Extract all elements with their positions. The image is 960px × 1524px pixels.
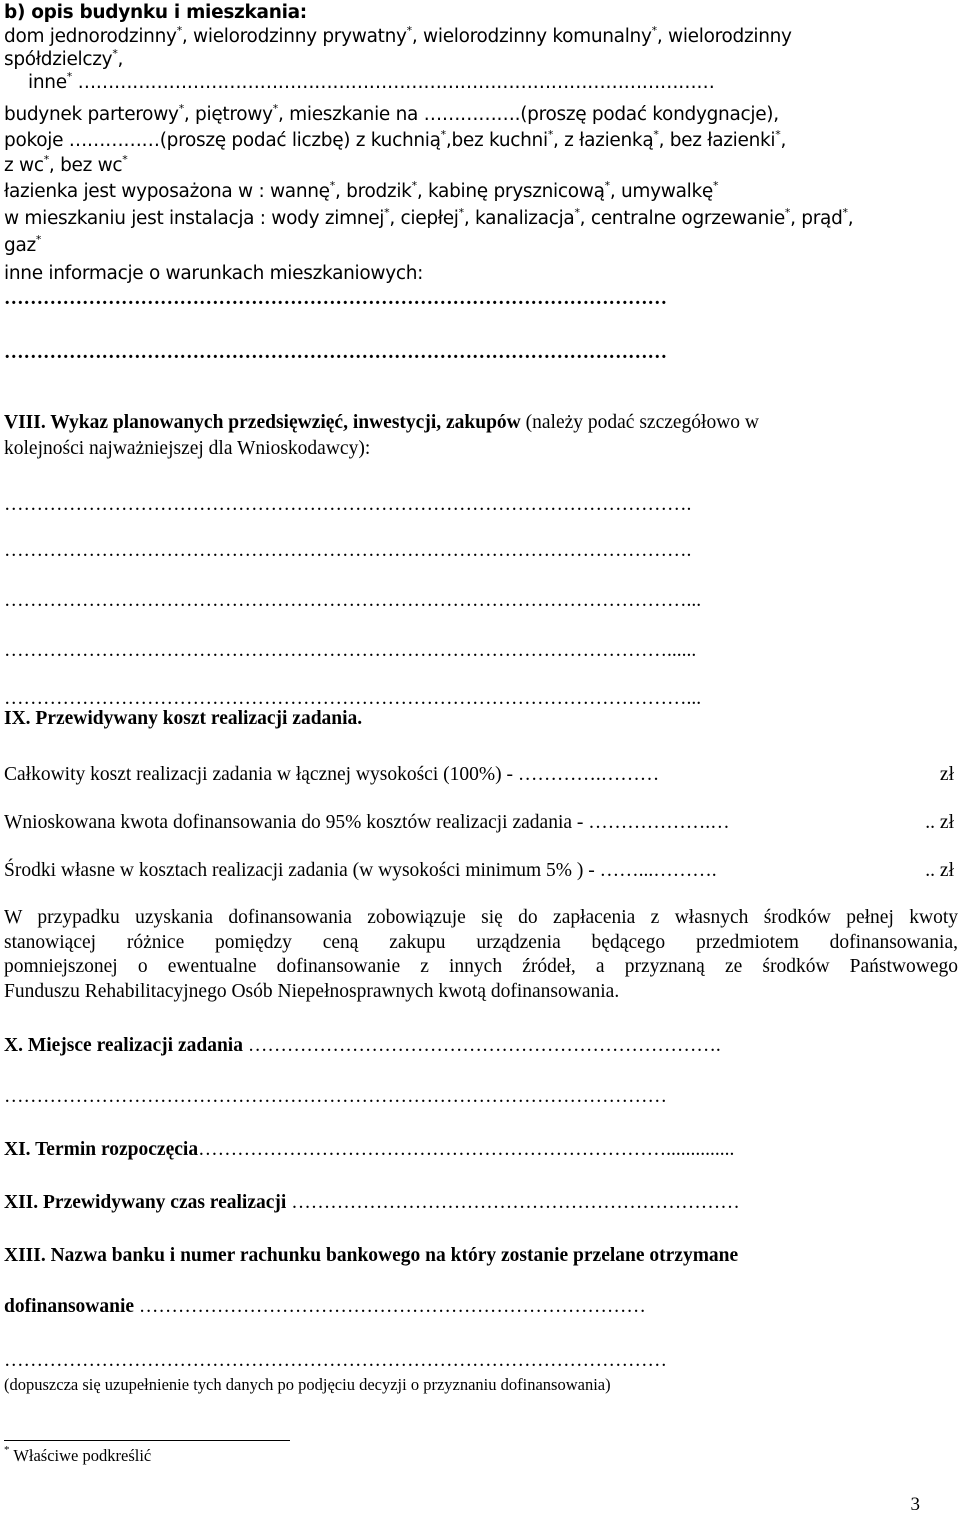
section-b-heading: b) opis budynku i mieszkania: (4, 2, 307, 23)
other-info-dots-1[interactable]: ………………………………………………………………………………………… (4, 288, 667, 309)
total-cost-label: Całkowity koszt realizacji zadania w łącznej wysokości (100%) - ………….……… (4, 764, 660, 785)
section-viii-dots-5[interactable]: ……………………………………………………………………………………………... (4, 688, 702, 709)
section-viii-heading: VIII. Wykaz planowanych przedsięwzięć, inwestycji, zakupów (należy podać szczegółowo w (4, 412, 759, 433)
requested-amount-field[interactable]: .. zł (925, 812, 954, 833)
own-funds-label: Środki własne w kosztach realizacji zadania (w wysokości minimum 5% ) - ……...………. (4, 860, 717, 881)
section-xi-line: XI. Termin rozpoczęcia……………………………………………………………….............. (4, 1139, 735, 1160)
page-number: 3 (910, 1494, 920, 1515)
place-field[interactable]: ………………………………………………………………. (247, 1035, 721, 1056)
section-x-line: X. Miejsce realizacji zadania ………………………………………………………………. (4, 1035, 721, 1056)
wc-line: z wc*, bez wc* (4, 153, 128, 176)
duration-field[interactable]: …………………………………………………………… (291, 1192, 740, 1213)
rooms-line: pokoje ……………(proszę podać liczbę) z kuchnią*,bez kuchni*, z łazienką*, bez łazienki*, (4, 128, 787, 151)
bank-field-2[interactable]: ………………………………………………………………………………………… (4, 1350, 667, 1371)
start-date-field[interactable]: ……………………………………………………………….............. (198, 1139, 735, 1160)
bathroom-line: łazienka jest wyposażona w : wannę*, brodzik*, kabinę prysznicową*, umywalkę* (4, 179, 719, 202)
house-type-line: dom jednorodzinny*, wielorodzinny prywatny*, wielorodzinny komunalny*, wielorodzinny (4, 24, 792, 47)
obligation-line-3: pomniejszonej o ewentualne dofinansowanie z innych źródeł, a przyznaną ze środków Państwowego (4, 956, 958, 977)
footnote-rule (4, 1440, 290, 1441)
bank-note: (dopuszcza się uzupełnienie tych danych po podjęciu decyzji o przyznaniu dofinansowania) (4, 1375, 611, 1394)
section-viii-dots-1[interactable]: ……………………………………………………………………………………………. (4, 494, 692, 515)
other-type-line: inne* …………………………………………………………………………………………… (28, 70, 715, 93)
section-xiii-line-2: dofinansowanie …………………………………………………………………… (4, 1296, 646, 1317)
house-type-line-2: spółdzielczy*, (4, 47, 124, 70)
section-viii-dots-3[interactable]: ……………………………………………………………………………………………... (4, 590, 702, 611)
other-info-label: inne informacje o warunkach mieszkaniowych: (4, 263, 424, 284)
total-cost-field[interactable]: zł (939, 764, 954, 785)
place-field-2[interactable]: ………………………………………………………………………………………… (4, 1086, 667, 1107)
other-info-dots-2[interactable]: ………………………………………………………………………………………… (4, 342, 667, 363)
obligation-line-2: stanowiącej różnice pomiędzy ceną zakupu urządzenia będącego przedmiotem dofinansowania, (4, 932, 958, 953)
gas-line: gaz* (4, 233, 42, 256)
footnote: * Właściwe podkreślić (4, 1444, 152, 1465)
section-xiii-heading: XIII. Nazwa banku i numer rachunku bankowego na który zostanie przelane otrzymane (4, 1245, 739, 1266)
obligation-line-4: Funduszu Rehabilitacyjnego Osób Niepełnosprawnych kwotą dofinansowania. (4, 981, 620, 1002)
installations-line: w mieszkaniu jest instalacja : wody zimnej*, ciepłej*, kanalizacja*, centralne ogrzewanie*, prąd*, (4, 206, 854, 229)
section-viii-heading-2: kolejności najważniejszej dla Wnioskodawcy): (4, 438, 371, 459)
requested-amount-label: Wnioskowana kwota dofinansowania do 95% kosztów realizacji zadania - ……………….… (4, 812, 730, 833)
section-xii-line: XII. Przewidywany czas realizacji …………………………………………………………… (4, 1192, 740, 1213)
obligation-line-1: W przypadku uzyskania dofinansowania zobowiązuje się do zapłacenia z własnych środków pełnej kwoty (4, 907, 958, 928)
section-viii-dots-4[interactable]: …………………………………………………………………………………………...... (4, 640, 697, 661)
bank-field[interactable]: …………………………………………………………………… (138, 1296, 646, 1317)
section-ix-heading: IX. Przewidywany koszt realizacji zadania. (4, 708, 363, 729)
section-viii-dots-2[interactable]: ……………………………………………………………………………………………. (4, 540, 692, 561)
floors-line: budynek parterowy*, piętrowy*, mieszkanie na …………….(proszę podać kondygnacje), (4, 102, 779, 125)
own-funds-field[interactable]: .. zł (925, 860, 954, 881)
